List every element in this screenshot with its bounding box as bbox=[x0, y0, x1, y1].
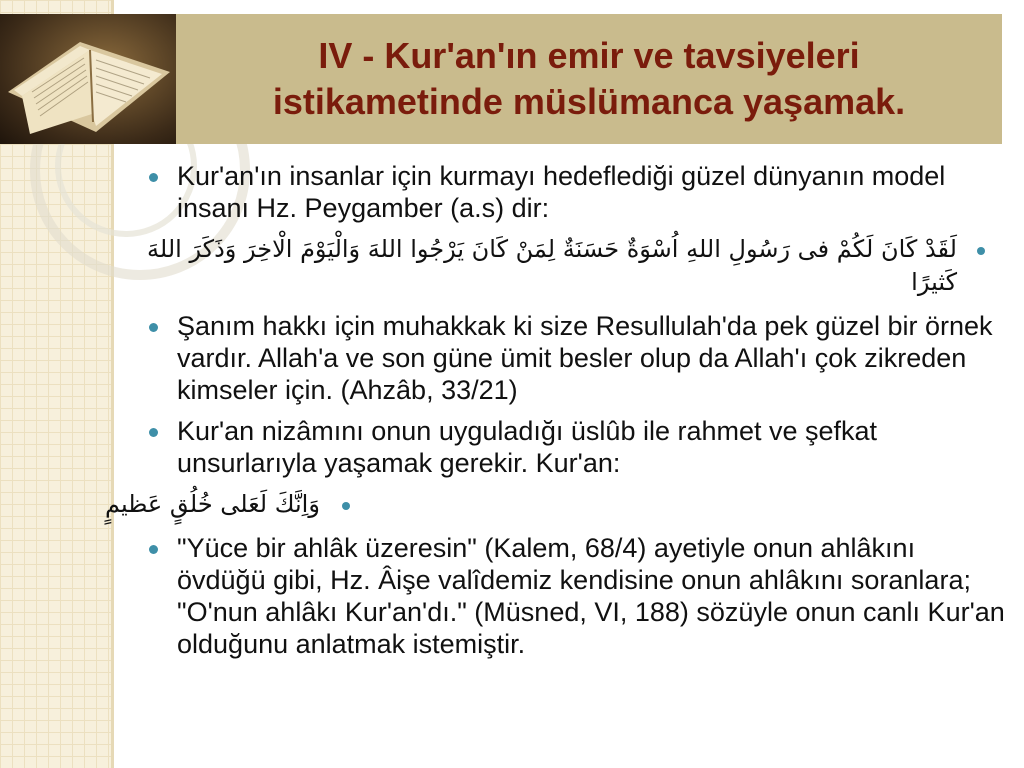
arabic-verse-item bbox=[105, 233, 1005, 299]
arabic-verse-text: وَاِنَّكَ لَعَلى خُلُقٍ عَظيمٍ bbox=[105, 490, 320, 518]
bullet-dot-icon bbox=[149, 323, 158, 332]
bullet-item bbox=[135, 160, 1005, 224]
title-line-1: IV - Kur'an'ın emir ve tavsiyeleri bbox=[318, 35, 860, 76]
title-band bbox=[176, 14, 1002, 144]
bullet-item bbox=[135, 532, 1005, 660]
bullet-dot-icon bbox=[977, 247, 985, 255]
bullet-text: Kur'an nizâmını onun uyguladığı üslûb ile rahmet ve şefkat unsurlarıyla yaşamak gerekir. Kur'an: bbox=[177, 416, 878, 478]
bullet-item bbox=[135, 310, 1005, 406]
bullet-dot-icon bbox=[342, 502, 350, 510]
arabic-verse-item bbox=[105, 488, 1005, 521]
slide-title bbox=[273, 33, 905, 125]
bullet-item bbox=[135, 415, 1005, 479]
quran-book-image bbox=[0, 14, 176, 144]
bullet-dot-icon bbox=[149, 545, 158, 554]
slide-content bbox=[105, 160, 1005, 669]
bullet-text: Kur'an'ın insanlar için kurmayı hedeflediği güzel dünyanın model insanı Hz. Peygamber (a.s) dir: bbox=[177, 161, 946, 223]
arabic-verse-text: لَقَدْ كَانَ لَكُمْ فى رَسُولِ اللهِ اُسْوَةٌ حَسَنَةٌ لِمَنْ كَانَ يَرْجُوا اللهَ وَالْيَوْمَ الْاخِرَ وَذَكَرَ اللهَ كَثيرًا bbox=[147, 235, 957, 296]
bullet-dot-icon bbox=[149, 173, 158, 182]
title-line-2: istikametinde müslümanca yaşamak. bbox=[272, 81, 906, 122]
bullet-text: Şanım hakkı için muhakkak ki size Resullulah'da pek güzel bir örnek vardır. Allah'a ve son güne ümit besler olup da Allah'ı çok zikreden kimseler için. (Ahzâb, 33/21) bbox=[177, 311, 993, 405]
bullet-text: "Yüce bir ahlâk üzeresin" (Kalem, 68/4) ayetiyle onun ahlâkını övdüğü gibi, Hz. Âişe valîdemiz kendisine onun ahlâkını soranlara; "O'nun ahlâkı Kur'an'dı." (Müsned, VI, 188) sözüyle onun canlı Kur'an olduğunu anlatmak istemiştir. bbox=[177, 533, 1005, 659]
bullet-dot-icon bbox=[149, 428, 158, 437]
